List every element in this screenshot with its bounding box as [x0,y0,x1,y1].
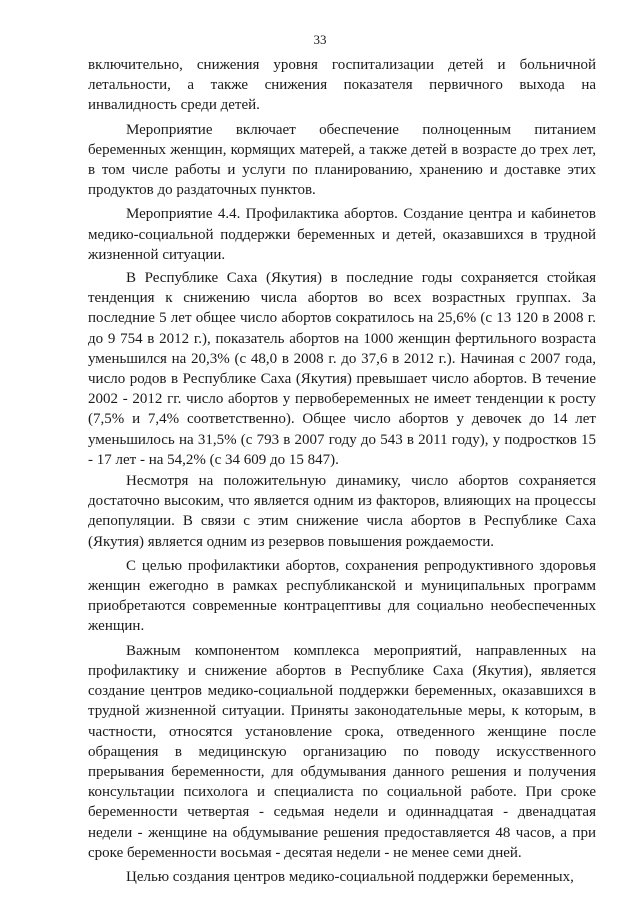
paragraph-nutrition: Мероприятие включает обеспечение полноценным питанием беременных женщин, кормящих матерей, а также детей в возрасте до трех лет, в том числе работы и услуги по планированию, хранению и доставке этих продуктов до раздаточных пунктов. [88,121,596,199]
paragraph-contraceptives: С целью профилактики абортов, сохранения репродуктивного здоровья женщин ежегодно в рамках республиканской и муниципальных программ приобретаются современные контрацептивы для социально необеспеченных женщин. [88,557,596,635]
paragraph-support-centers: Важным компонентом комплекса мероприятий, направленных на профилактику и снижение абортов в Республике Саха (Якутия), является создание центров медико-социальной поддержки беременных, оказавшихся в трудной жизненной ситуации. Приняты законодательные меры, к которым, в частности, относятся установление срока, отведенного женщине после обращения в медицинскую организацию по поводу искусственного прерывания беременности, для обдумывания данного решения и получения консультации психолога и специалиста по социальной работе. При сроке беременности четвертая - седьмая недели и одиннадцатая - двенадцатая недели - женщине на обдумывание решения предоставляется 48 часов, а при сроке беременности восьмая - десятая недели - не менее семи дней. [88,642,596,861]
paragraph-abortion-statistics: В Республике Саха (Якутия) в последние годы сохраняется стойкая тенденция к снижению числа абортов во всех возрастных группах. За последние 5 лет общее число абортов сократилось на 25,6% (с 13 120 в 2008 г. до 9 754 в 2012 г.), показатель абортов на 1000 женщин фертильного возраста уменьшился на 20,3% (с 48,0 в 2008 г. до 37,6 в 2012 г.). Начиная с 2007 года, число родов в Республике Саха (Якутия) превышает число абортов. В течение 2002 - 2012 гг. число абортов у первобеременных не имеет тенденции к росту (7,5% и 7,4% соответственно). Общее число абортов у девочек до 14 лет уменьшилось на 31,5% (с 793 в 2007 году до 543 в 2011 году), у подростков 15 - 17 лет - на 54,2% (с 34 609 до 15 847). [88,270,596,468]
paragraph-measure-heading: Мероприятие 4.4. Профилактика абортов. Создание центра и кабинетов медико-социальной поддержки беременных и детей, оказавшихся в трудной жизненной ситуации. [88,206,596,263]
paragraph-depopulation: Несмотря на положительную динамику, число абортов сохраняется достаточно высоким, что является одним из факторов, влияющих на процессы депопуляции. В связи с этим снижение числа абортов в Республике Саха (Якутия) является одним из резервов повышения рождаемости. [88,473,596,550]
document-body [88,55,596,888]
page-number: 33 [313,32,327,47]
paragraph-centers-purpose: Целью создания центров медико-социальной поддержки беременных, [126,868,574,885]
paragraph-continuation: включительно, снижения уровня госпитализации детей и больничной летальности, а также снижения показателя первичного выхода на инвалидность среди детей. [88,57,596,114]
